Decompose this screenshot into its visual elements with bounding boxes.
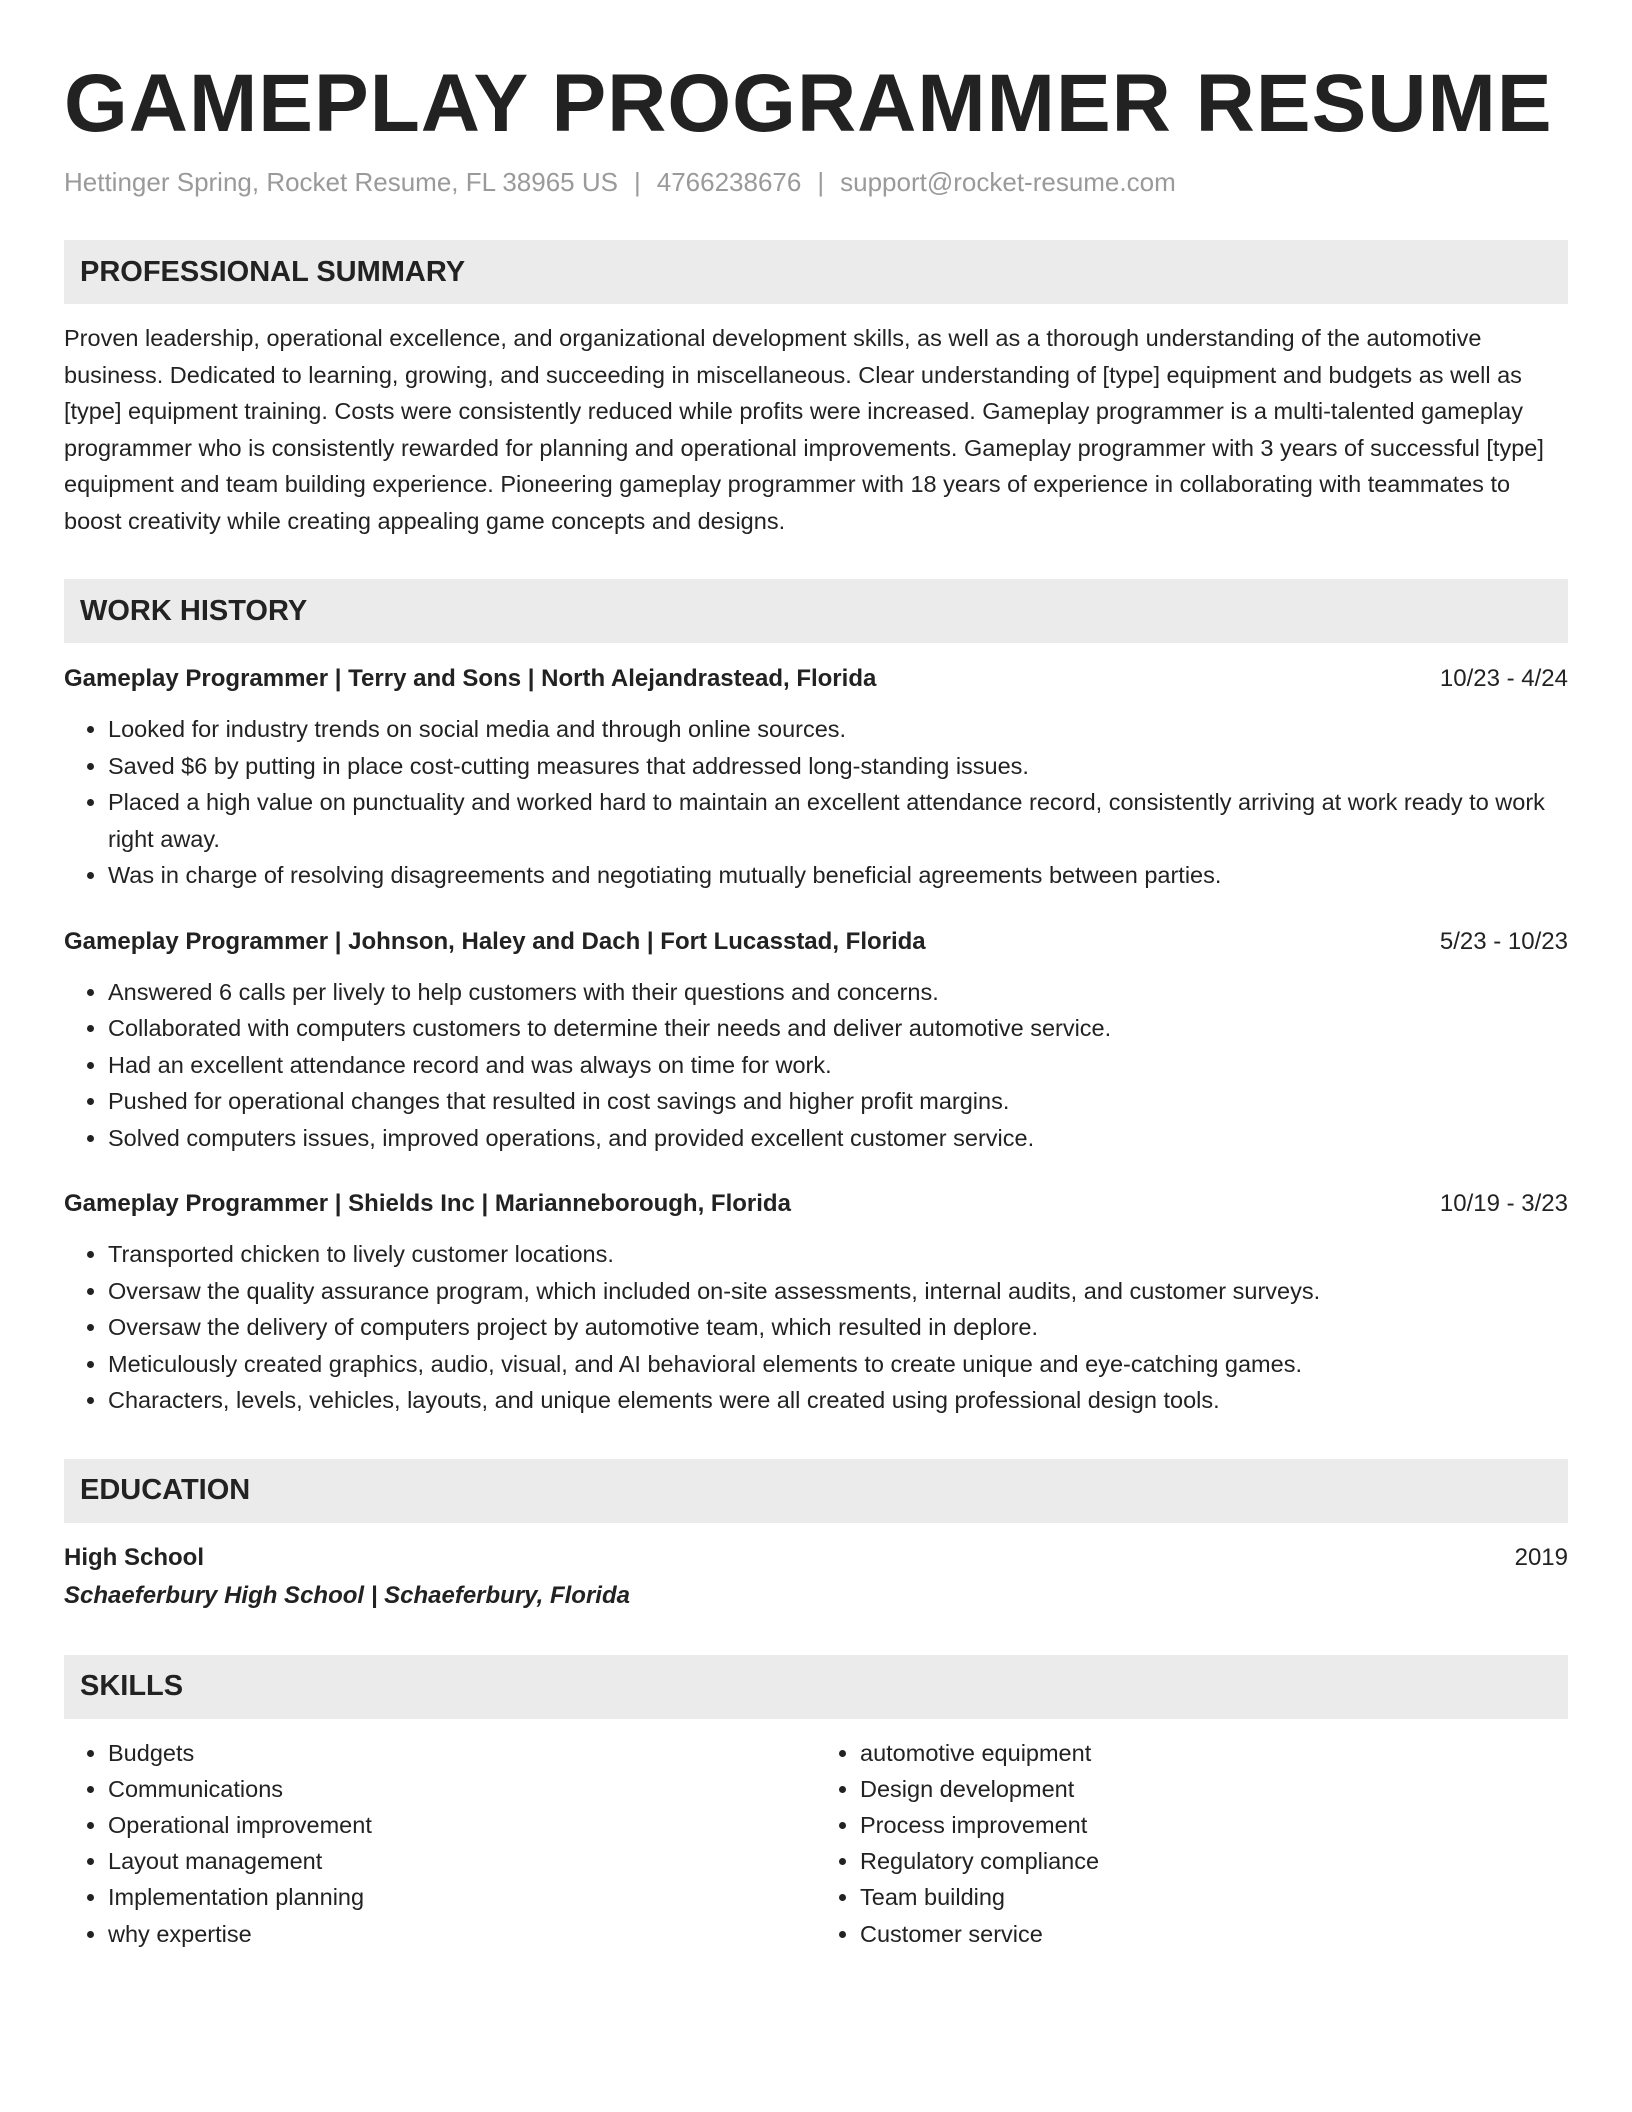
job-bullet: • Characters, levels, vehicles, layouts, and unique elements were all created using professional design tools. <box>108 1382 1568 1419</box>
section-heading-skills: SKILLS <box>64 1655 1568 1719</box>
job-entry <box>64 924 1568 1157</box>
job-title: Gameplay Programmer | Terry and Sons | North Alejandrastead, Florida <box>64 665 877 692</box>
summary-text: Proven leadership, operational excellence, and organizational development skills, as well as a thorough understanding of the automotive business. Dedicated to learning, growing, and succeeding in miscellaneous. Clear understanding of [type] equipment and budgets as well as [type] equipment training. Costs were consistently reduced while profits were increased. Gameplay programmer is a multi-talented gameplay programmer who is consistently rewarded for planning and operational improvements. Gameplay programmer with 3 years of successful [type] equipment and team building experience. Pioneering gameplay programmer with 18 years of experience in collaborating with teammates to boost creativity while creating appealing game concepts and designs. <box>64 325 1544 534</box>
job-bullet: • Saved $6 by putting in place cost-cutting measures that addressed long-standing issues. <box>108 748 1568 785</box>
education-degree: High School <box>64 1543 204 1571</box>
skill-item: • Team building <box>860 1879 1568 1915</box>
skill-item: • Design development <box>860 1771 1568 1807</box>
job-bullet: • Placed a high value on punctuality and worked hard to maintain an excellent attendance record, consistently arriving at work ready to work right away. <box>108 784 1568 857</box>
job-dates: 5/23 - 10/23 <box>1439 927 1568 955</box>
section-heading-summary: PROFESSIONAL SUMMARY <box>64 240 1568 304</box>
resume-title: GAMEPLAY PROGRAMMER RESUME <box>64 58 1553 149</box>
job-bullets <box>64 1236 1568 1419</box>
skill-item: • Customer service <box>860 1916 1568 1952</box>
skill-item: • Process improvement <box>860 1807 1568 1843</box>
job-dates: 10/19 - 3/23 <box>1439 1190 1568 1217</box>
section-heading-work-history: WORK HISTORY <box>64 579 1568 643</box>
job-entry <box>64 661 1568 894</box>
contact-phone: 4766238676 <box>656 167 802 197</box>
education-year: 2019 <box>1514 1543 1568 1571</box>
skills-column-right <box>816 1735 1568 1952</box>
job-entry <box>64 1186 1568 1419</box>
contact-line <box>64 164 1568 200</box>
skill-item: • automotive equipment <box>860 1735 1568 1771</box>
skill-item: • why expertise <box>108 1916 816 1952</box>
job-bullet: • Solved computers issues, improved operations, and provided excellent customer service. <box>108 1120 1568 1157</box>
job-title: Gameplay Programmer | Johnson, Haley and Dach | Fort Lucasstad, Florida <box>64 927 926 955</box>
skill-item: • Communications <box>108 1771 816 1807</box>
job-bullet: • Transported chicken to lively customer locations. <box>108 1236 1568 1273</box>
job-bullet: • Pushed for operational changes that resulted in cost savings and higher profit margins. <box>108 1083 1568 1120</box>
job-bullet: • Looked for industry trends on social media and through online sources. <box>108 711 1568 748</box>
job-bullet: • Oversaw the delivery of computers project by automotive team, which resulted in deplore. <box>108 1309 1568 1346</box>
job-title: Gameplay Programmer | Shields Inc | Marianneborough, Florida <box>64 1190 791 1217</box>
job-bullet: • Was in charge of resolving disagreements and negotiating mutually beneficial agreements between parties. <box>108 857 1568 894</box>
education-header <box>64 1539 1568 1577</box>
job-dates: 10/23 - 4/24 <box>1439 665 1568 692</box>
contact-separator: | <box>817 167 825 197</box>
section-heading-education: EDUCATION <box>64 1459 1568 1523</box>
skill-item: • Layout management <box>108 1843 816 1879</box>
contact-email: support@rocket-resume.com <box>840 167 1176 197</box>
education-entry <box>64 1539 1568 1615</box>
skills-column-left <box>64 1735 816 1952</box>
skill-item: • Operational improvement <box>108 1807 816 1843</box>
job-header <box>64 924 1568 960</box>
skills-list <box>64 1735 1568 1952</box>
job-bullet: • Answered 6 calls per lively to help customers with their questions and concerns. <box>108 974 1568 1011</box>
job-bullets <box>64 711 1568 894</box>
skill-item: • Budgets <box>108 1735 816 1771</box>
job-bullet: • Oversaw the quality assurance program, which included on-site assessments, internal audits, and customer surveys. <box>108 1273 1568 1310</box>
job-bullet: • Meticulously created graphics, audio, visual, and AI behavioral elements to create unique and eye-catching games. <box>108 1346 1568 1383</box>
job-header <box>64 661 1568 697</box>
contact-separator: | <box>633 167 641 197</box>
job-bullets <box>64 974 1568 1157</box>
job-bullet: • Collaborated with computers customers to determine their needs and deliver automotive service. <box>108 1010 1568 1047</box>
job-bullet: • Had an excellent attendance record and was always on time for work. <box>108 1047 1568 1084</box>
job-header <box>64 1186 1568 1222</box>
education-school: Schaeferbury High School | Schaeferbury, Florida <box>64 1581 630 1609</box>
contact-address: Hettinger Spring, Rocket Resume, FL 38965 US <box>64 167 618 197</box>
skill-item: • Regulatory compliance <box>860 1843 1568 1879</box>
skill-item: • Implementation planning <box>108 1879 816 1915</box>
